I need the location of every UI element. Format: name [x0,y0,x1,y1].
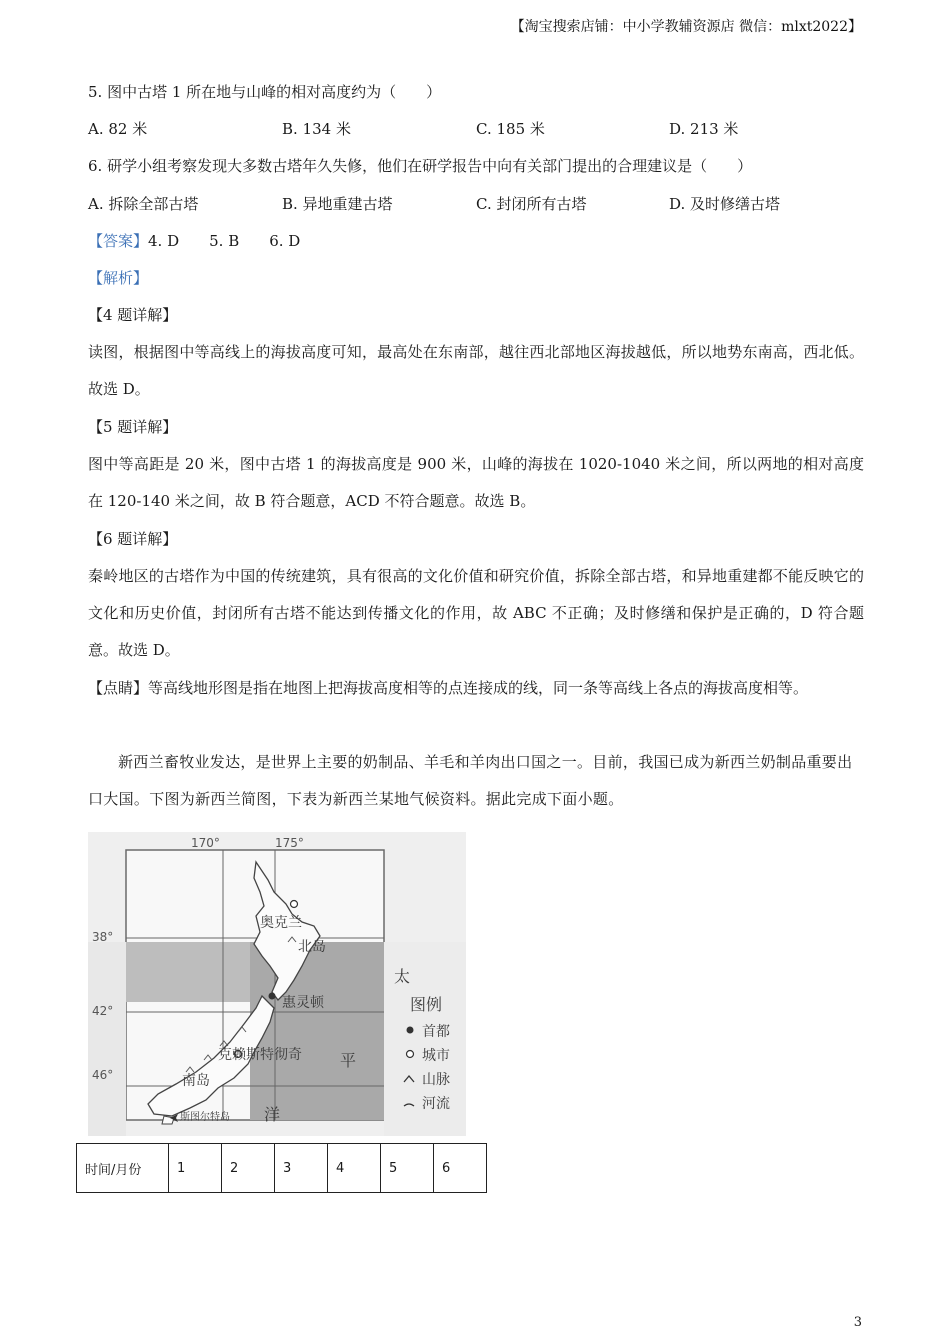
detail-6-title: 【6 题详解】 [88,530,178,548]
answer-tag: 【答案】 [88,232,149,250]
lat-label-42: 42° [92,1004,114,1018]
place-wellington: 惠灵顿 [282,995,324,1011]
q6-option-d: D. 及时修缮古塔 [669,195,781,213]
answer-text: 4. D 5. B 6. D [148,232,301,250]
q5-option-a: A. 82 米 [88,120,148,138]
legend-river: 河流 [422,1096,450,1112]
month-cell: 4 [328,1144,381,1193]
question-6-stem: 6. 研学小组考察发现大多数古塔年久失修，他们在研学报告中向有关部门提出的合理建议是（ ） [88,157,753,175]
tip-paragraph [88,670,864,707]
new-zealand-map [88,832,466,1136]
question-5-stem: 5. 图中古塔 1 所在地与山峰的相对高度约为（ ） [88,83,442,101]
ocean-char-3: 洋 [264,1105,281,1124]
month-cell: 6 [434,1144,487,1193]
q6-option-b: B. 异地重建古塔 [282,195,393,213]
q6-option-c: C. 封闭所有古塔 [476,195,587,213]
answer-line [88,231,300,251]
analysis-tag: 【解析】 [88,269,149,287]
detail-5-body: 图中等高距是 20 米，图中古塔 1 的海拔高度是 900 米，山峰的海拔在 1020-1040 米之间，所以两地的相对高度在 120-140 米之间，故 B 符合题意，ACD 不符合题意。故选 B。 [88,455,864,510]
month-cell: 1 [169,1144,222,1193]
legend-mountain: 山脉 [422,1072,450,1088]
tip-text: 等高线地形图是指在地图上把海拔高度相等的点连接成的线，同一条等高线上各点的海拔高度相等。 [148,679,809,697]
month-cell: 2 [222,1144,275,1193]
legend-capital: 首都 [422,1024,450,1040]
q5-option-d: D. 213 米 [669,120,739,138]
q5-option-b: B. 134 米 [282,120,351,138]
tip-tag: 【点睛】 [88,679,149,697]
place-auckland: 奥克兰 [260,915,302,931]
place-stewart-island: 斯图尔特岛 [180,1112,230,1123]
lat-label-46: 46° [92,1068,114,1082]
new-zealand-intro: 新西兰畜牧业发达，是世界上主要的奶制品、羊毛和羊肉出口国之一。目前，我国已成为新西兰奶制品重要出口大国。下图为新西兰简图，下表为新西兰某地气候资料。据此完成下面小题。 [88,753,853,808]
detail-4-body: 读图，根据图中等高线上的海拔高度可知，最高处在东南部，越往西北部地区海拔越低，所以地势东南高，西北低。故选 D。 [88,343,864,398]
detail-6-body: 秦岭地区的古塔作为中国的传统建筑，具有很高的文化价值和研究价值，拆除全部古塔，和异地重建都不能反映它的文化和历史价值，封闭所有古塔不能达到传播文化的作用，故 ABC 不正确；及时修缮和保护是正确的，D 符合题意。故选 D。 [88,567,864,659]
q6-option-a: A. 拆除全部古塔 [88,195,199,213]
climate-table [76,1143,487,1193]
legend-title: 图例 [410,995,443,1014]
table-row [77,1144,487,1193]
lat-label-38: 38° [92,930,114,944]
header-watermark: 【淘宝搜索店铺：中小学教辅资源店 微信：mlxt2022】 [510,19,862,35]
place-north-island: 北岛 [298,939,326,955]
month-cell: 3 [275,1144,328,1193]
table-header-cell: 时间/月份 [77,1144,169,1193]
month-cell: 5 [381,1144,434,1193]
lon-label-175: 175° [275,836,304,850]
detail-5-title: 【5 题详解】 [88,418,178,436]
page-number: 3 [853,1315,862,1330]
place-christchurch: 克赖斯特彻奇 [218,1047,302,1063]
ocean-char-2: 平 [340,1051,357,1070]
q5-option-c: C. 185 米 [476,120,545,138]
lon-label-170: 170° [191,836,220,850]
place-south-island: 南岛 [182,1073,210,1089]
detail-4-title: 【4 题详解】 [88,306,178,324]
ocean-char-1: 太 [394,967,411,986]
legend-city: 城市 [422,1048,450,1064]
